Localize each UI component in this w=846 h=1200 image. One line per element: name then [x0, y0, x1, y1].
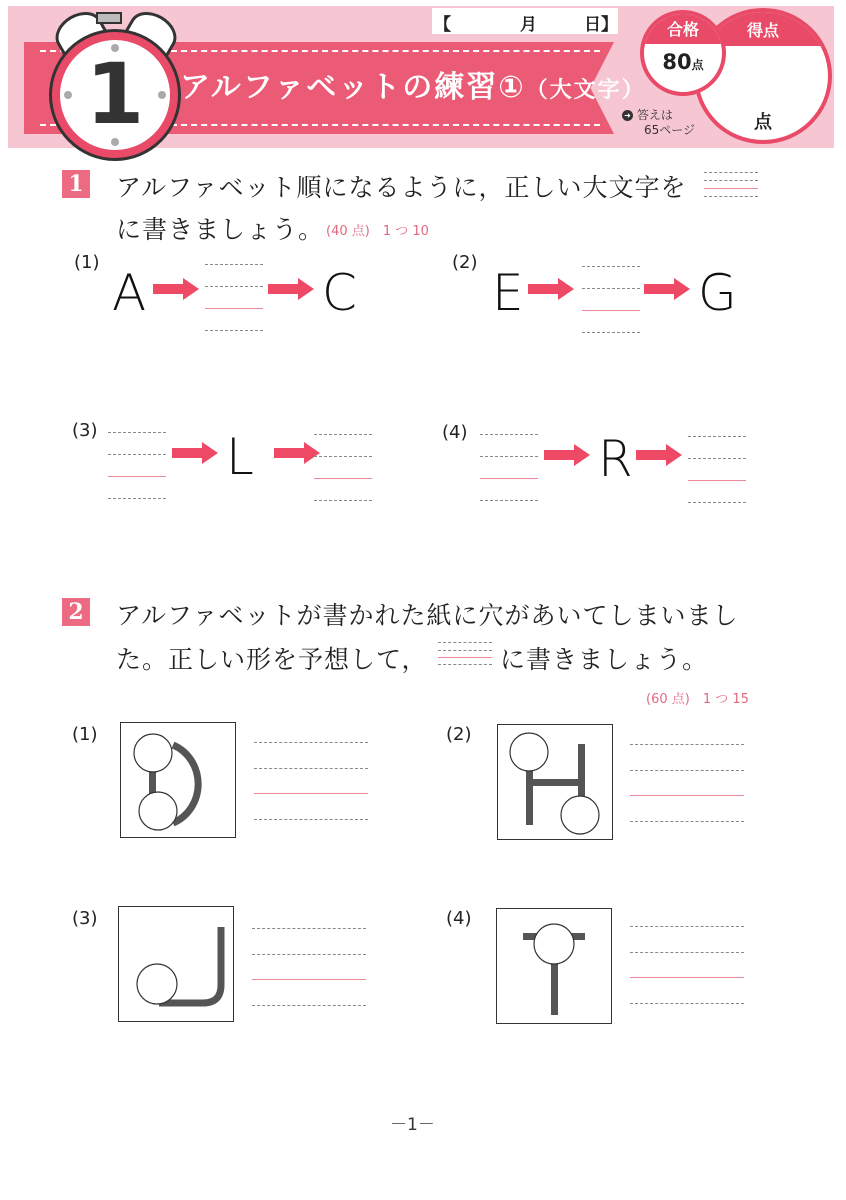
puzzle-image-j [118, 906, 234, 1022]
pass-label: 合格 [644, 14, 722, 44]
item-label: (2) [452, 252, 478, 273]
item-label: (1) [72, 724, 98, 745]
answer-ref-line1: 答えは [636, 108, 673, 122]
answer-field[interactable] [630, 926, 744, 1004]
question-2-number: 2 [62, 598, 90, 626]
arrow-right-icon [268, 278, 314, 300]
answer-field[interactable] [254, 742, 368, 820]
alarm-clock-icon [52, 32, 178, 158]
question-1-text-line2: に書きましょう。 [116, 215, 325, 244]
date-month-label: 月 [520, 15, 537, 35]
page-number: －1－ [390, 1115, 435, 1135]
answer-field[interactable] [252, 928, 366, 1006]
letter-given: C [322, 264, 357, 322]
letter-given: A [112, 264, 147, 322]
answer-field[interactable] [582, 266, 640, 336]
score-unit: 点 [754, 112, 772, 133]
item-label: (1) [74, 252, 100, 273]
item-label: (3) [72, 908, 98, 929]
letter-given: G [698, 264, 737, 322]
answer-reference [622, 108, 695, 138]
arrow-right-icon [172, 442, 218, 464]
letter-given: L [226, 428, 254, 486]
item-label: (2) [446, 724, 472, 745]
arrow-right-icon [636, 444, 682, 466]
arrow-right-icon [544, 444, 590, 466]
arrow-right-icon: ➜ [622, 110, 633, 121]
date-open: 【 [434, 15, 451, 35]
item-label: (4) [446, 908, 472, 929]
answer-field[interactable] [688, 436, 746, 506]
item-label: (3) [72, 420, 98, 441]
puzzle-image-d [120, 722, 236, 838]
score-label: 得点 [698, 12, 828, 46]
puzzle-image-h [497, 724, 613, 840]
answer-line-sample [438, 642, 492, 666]
arrow-right-icon [644, 278, 690, 300]
answer-field[interactable] [630, 744, 744, 822]
answer-field[interactable] [314, 434, 372, 504]
unit-number: 1 [85, 45, 145, 143]
pass-score [644, 50, 722, 74]
question-2-text-line1: アルファベットが書かれた紙に穴があいてしまいまし [116, 601, 739, 630]
answer-field[interactable] [108, 432, 166, 502]
answer-field[interactable] [480, 434, 538, 504]
pass-badge [640, 10, 726, 96]
pass-value: 80 [662, 50, 692, 74]
score-input[interactable] [718, 52, 808, 104]
letter-given: R [598, 430, 633, 488]
clock-button-icon [96, 12, 122, 24]
answer-line-sample [704, 170, 758, 200]
question-1-number: 1 [62, 170, 90, 198]
question-2-text-line2a: た。正しい形を予想して， [116, 645, 428, 674]
title-sub: （大文字） [525, 78, 646, 103]
date-day-label: 日】 [584, 15, 618, 35]
page-title [180, 62, 646, 106]
question-2-text-line2b: に書きましょう。 [500, 645, 709, 674]
date-field[interactable] [432, 8, 618, 34]
question-1-text-line1: アルファベット順になるように，正しい大文字を [116, 173, 687, 202]
arrow-right-icon [153, 278, 199, 300]
answer-ref-line2: 65ページ [644, 123, 696, 137]
item-label: (4) [442, 422, 468, 443]
puzzle-image-t [496, 908, 612, 1024]
arrow-right-icon [528, 278, 574, 300]
question-2-points: (60 点) 1 つ 15 [646, 692, 749, 707]
title-main: アルファベットの練習① [180, 70, 526, 105]
pass-unit: 点 [691, 58, 704, 72]
question-1-points: (40 点) 1 つ 10 [326, 224, 429, 239]
letter-given: E [492, 264, 524, 322]
answer-field[interactable] [205, 264, 263, 334]
